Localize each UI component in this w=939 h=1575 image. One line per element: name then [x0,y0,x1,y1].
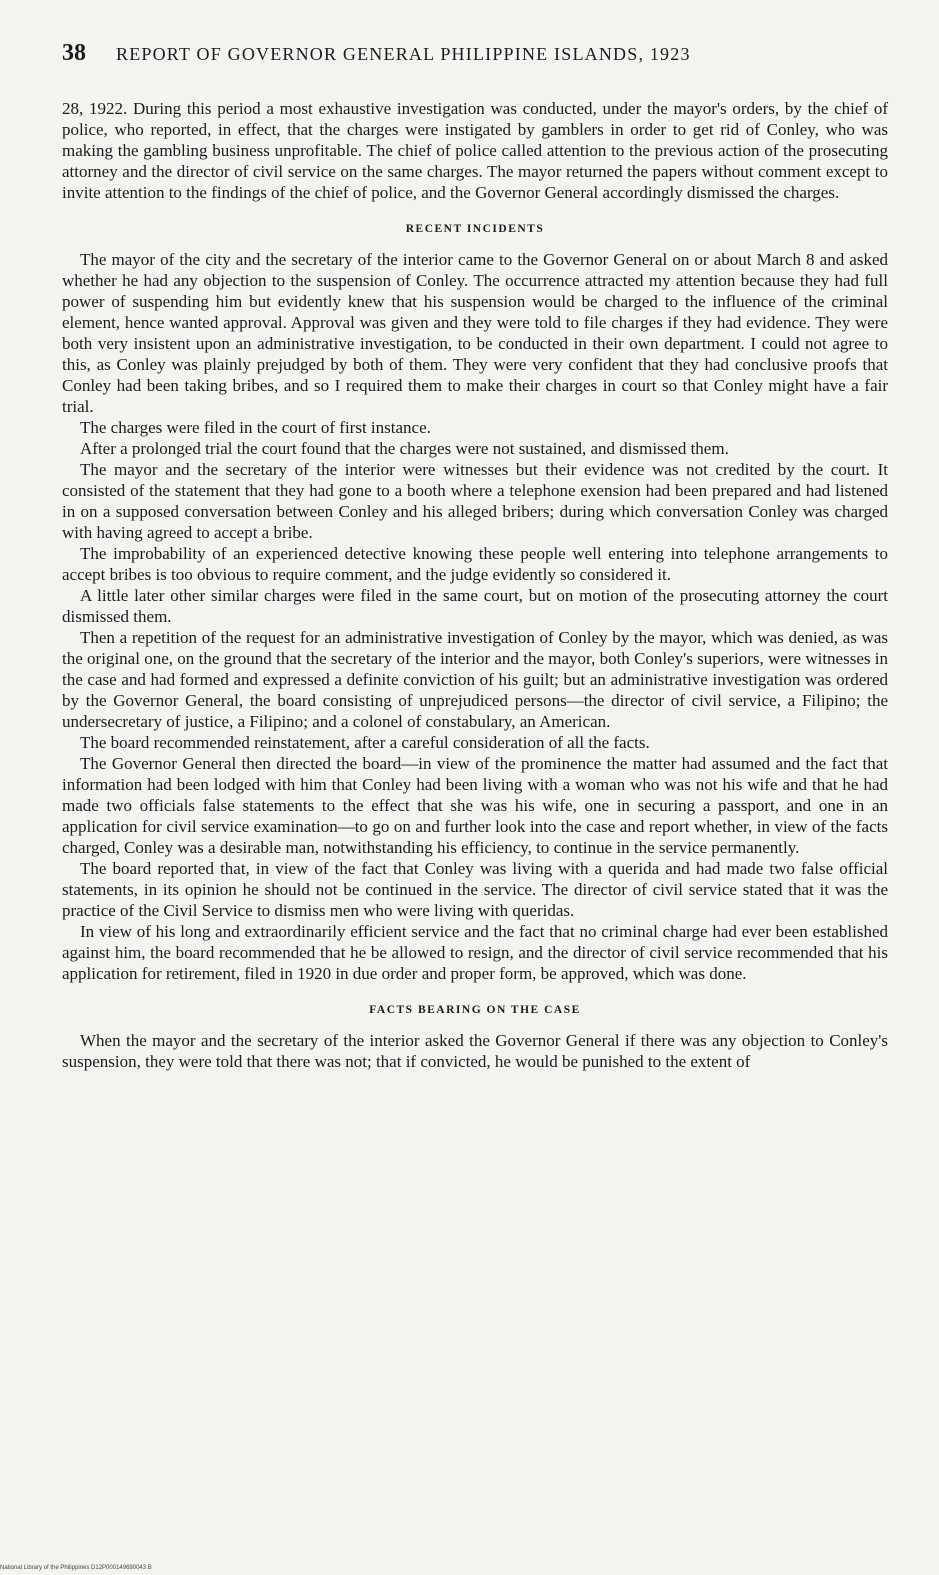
paragraph: The mayor and the secretary of the interior were witnesses but their evidence was not credited by the court. It consisted of the statement that they had gone to a booth where a telephone exension had been prepared and had listened in on a supposed conversation between Conley and his alleged bribers; during which conversation Conley was charged with having agreed to accept a bribe. [62,460,888,542]
paragraph: A little later other similar charges were filed in the same court, but on motion of the prosecuting attorney the court dismissed them. [62,586,888,626]
paragraph: The board reported that, in view of the fact that Conley was living with a querida and had made two false official statements, in its opinion he should not be continued in the service. The director of civil service stated that it was the practice of the Civil Service to dismiss men who were living with queridas. [62,859,888,920]
paragraph: The charges were filed in the court of first instance. [80,418,431,437]
paragraph: 28, 1922. During this period a most exhaustive investigation was conducted, under the mayor's orders, by the chief of police, who reported, in effect, that the charges were instigated by gamblers in order to get rid of Conley, who was making the gambling business unprofitable. The chief of police called attention to the previous action of the prosecuting attorney and the director of civil service on the same charges. The mayor returned the papers without comment except to invite attention to the findings of the chief of police, and the Governor General accordingly dismissed the charges. [62,99,888,202]
paragraph: Then a repetition of the request for an administrative investigation of Conley by the mayor, which was denied, as was the original one, on the ground that the secretary of the interior and the mayor, both Conley's superiors, were witnesses in the case and had formed and expressed a definite conviction of his guilt; but an administrative investigation was ordered by the Governor General, the board consisting of unprejudiced persons—the director of civil service, a Filipino; the undersecretary of justice, a Filipino; and a colonel of constabulary, an American. [62,628,888,731]
page-number: 38 [62,40,86,66]
paragraph: In view of his long and extraordinarily efficient service and the fact that no criminal charge had ever been established against him, the board recommended that he be allowed to resign, and the director of civil service recommended that his application for retirement, filed in 1920 in due order and proper form, be approved, which was done. [62,922,888,983]
paragraph: The board recommended reinstatement, after a careful consideration of all the facts. [80,733,650,752]
paragraph: The Governor General then directed the board—in view of the prominence the matter had assumed and the fact that information had been lodged with him that Conley had been living with a woman who was not his wife and that he had made two officials false statements to the effect that she was his wife, one in securing a passport, and one in an application for civil service examination—to go on and further look into the case and report whether, in view of the facts charged, Conley was a desirable man, notwithstanding his efficiency, to continue in the service permanently. [62,754,888,857]
scan-footer: National Library of the Philippines D12P000149690043 B [0,1565,152,1571]
running-title: REPORT OF GOVERNOR GENERAL PHILIPPINE ISLANDS, 1923 [116,44,691,64]
section-heading-facts-bearing: FACTS BEARING ON THE CASE [369,1004,581,1016]
section-heading-recent-incidents: RECENT INCIDENTS [405,223,545,235]
paragraph: The improbability of an experienced detective knowing these people well entering into telephone arrangements to accept bribes is too obvious to require comment, and the judge evidently so considered it. [62,544,888,584]
document-page [62,40,888,1072]
paragraph: After a prolonged trial the court found that the charges were not sustained, and dismissed them. [80,439,729,458]
running-head [62,40,888,84]
paragraph: When the mayor and the secretary of the interior asked the Governor General if there was any objection to Conley's suspension, they were told that there was not; that if convicted, he would be punished to the extent of [62,1031,888,1071]
paragraph: The mayor of the city and the secretary of the interior came to the Governor General on or about March 8 and asked whether he had any objection to the suspension of Conley. The occurrence attracted my attention because they had full power of suspending him but evidently knew that his suspension would be charged to the influence of the criminal element, hence wanted approval. Approval was given and they were told to file charges if they had evidence. They were both very insistent upon an administrative investigation, to be conducted in their own department. I could not agree to this, as Conley was plainly prejudged by both of them. They were very confident that they had conclusive proofs that Conley had been taking bribes, and so I required them to make their charges in court so that Conley might have a fair trial. [62,250,888,416]
